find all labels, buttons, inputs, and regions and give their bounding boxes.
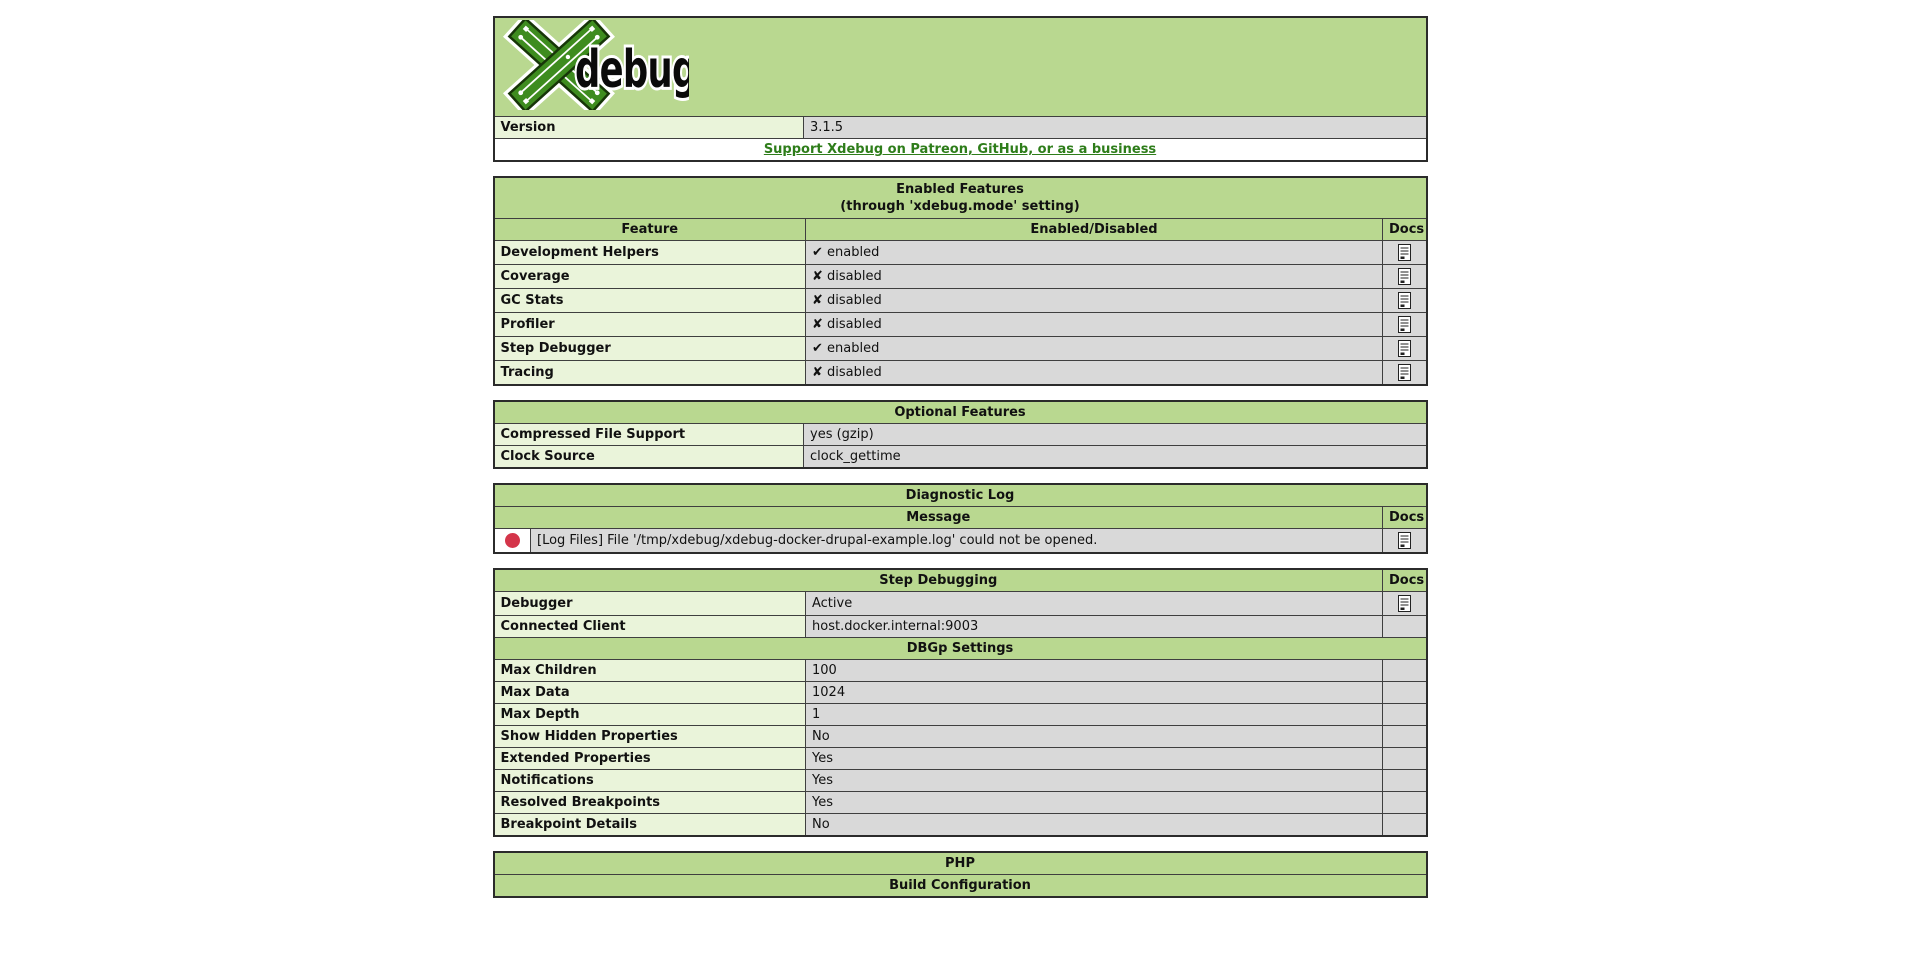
- setting-label: Debugger: [494, 592, 806, 616]
- table-row: [494, 616, 1427, 638]
- feature-label: Coverage: [494, 265, 806, 289]
- feature-status: enabled: [827, 245, 880, 260]
- setting-label: Max Data: [494, 682, 806, 704]
- feature-label: Tracing: [494, 361, 806, 386]
- support-link[interactable]: Support Xdebug on Patreon, GitHub, or as a business: [763, 142, 1157, 157]
- setting-value: Yes: [806, 792, 1383, 814]
- option-label: Clock Source: [494, 446, 804, 469]
- setting-label: Max Depth: [494, 704, 806, 726]
- feature-status: disabled: [827, 293, 882, 308]
- build-configuration-title: Build Configuration: [494, 875, 1427, 898]
- feature-status: enabled: [827, 341, 880, 356]
- docs-link[interactable]: [1398, 341, 1411, 356]
- docs-link[interactable]: [1398, 293, 1411, 308]
- table-row: [494, 748, 1427, 770]
- docs-empty-cell: [1383, 704, 1427, 726]
- setting-label: Connected Client: [494, 616, 806, 638]
- docs-empty-cell: [1383, 792, 1427, 814]
- docs-link[interactable]: [1398, 365, 1411, 380]
- docs-icon: [1398, 244, 1411, 261]
- docs-link[interactable]: [1398, 317, 1411, 332]
- php-section-title: PHP: [494, 852, 1427, 875]
- table-row: [494, 361, 1427, 386]
- docs-icon: [1398, 268, 1411, 285]
- page-content: [493, 0, 1426, 898]
- docs-link[interactable]: [1398, 269, 1411, 284]
- optional-features-title: Optional Features: [494, 401, 1427, 424]
- table-row: [494, 337, 1427, 361]
- log-severity-cell: [494, 529, 531, 554]
- cross-icon: ✘: [812, 317, 823, 332]
- docs-empty-cell: [1383, 616, 1427, 638]
- table-row: [494, 726, 1427, 748]
- docs-empty-cell: [1383, 770, 1427, 792]
- cross-icon: ✘: [812, 293, 823, 308]
- setting-label: Extended Properties: [494, 748, 806, 770]
- feature-status: disabled: [827, 365, 882, 380]
- feature-status: disabled: [827, 317, 882, 332]
- option-value: yes (gzip): [804, 424, 1427, 446]
- table-row: [494, 424, 1427, 446]
- setting-value: Active: [806, 592, 1383, 616]
- docs-icon: [1398, 316, 1411, 333]
- cross-icon: ✘: [812, 269, 823, 284]
- docs-icon: [1398, 292, 1411, 309]
- setting-value: host.docker.internal:9003: [806, 616, 1383, 638]
- support-row: [494, 139, 1427, 162]
- setting-value: Yes: [806, 748, 1383, 770]
- table-row: [494, 241, 1427, 265]
- feature-label: Development Helpers: [494, 241, 806, 265]
- table-row: [494, 660, 1427, 682]
- feature-status: disabled: [827, 269, 882, 284]
- docs-icon: [1398, 595, 1411, 612]
- check-icon: ✔: [812, 341, 823, 356]
- check-icon: ✔: [812, 245, 823, 260]
- feature-label: GC Stats: [494, 289, 806, 313]
- dbgp-settings-subheader: DBGp Settings: [494, 638, 1427, 660]
- table-row: [494, 814, 1427, 837]
- col-header-docs: Docs: [1383, 569, 1427, 592]
- docs-link[interactable]: [1398, 245, 1411, 260]
- docs-empty-cell: [1383, 814, 1427, 837]
- col-header-message: Message: [494, 507, 1383, 529]
- col-header-docs: Docs: [1383, 507, 1427, 529]
- cross-icon: ✘: [812, 365, 823, 380]
- optional-features-table: [493, 400, 1428, 469]
- docs-empty-cell: [1383, 682, 1427, 704]
- setting-value: No: [806, 726, 1383, 748]
- setting-value: 100: [806, 660, 1383, 682]
- option-label: Compressed File Support: [494, 424, 804, 446]
- diagnostic-log-title: Diagnostic Log: [494, 484, 1427, 507]
- docs-empty-cell: [1383, 726, 1427, 748]
- table-row: [494, 682, 1427, 704]
- version-row: [494, 117, 1427, 139]
- php-section-table: [493, 851, 1428, 898]
- setting-value: 1024: [806, 682, 1383, 704]
- setting-value: 1: [806, 704, 1383, 726]
- setting-value: Yes: [806, 770, 1383, 792]
- table-row: [494, 792, 1427, 814]
- option-value: clock_gettime: [804, 446, 1427, 469]
- feature-label: Profiler: [494, 313, 806, 337]
- table-row: [494, 289, 1427, 313]
- table-row: [494, 313, 1427, 337]
- logo-banner: [494, 17, 1427, 117]
- header-table: [493, 16, 1428, 162]
- step-debugging-title: Step Debugging: [494, 569, 1383, 592]
- setting-label: Notifications: [494, 770, 806, 792]
- docs-empty-cell: [1383, 748, 1427, 770]
- step-debugging-table: [493, 568, 1428, 837]
- table-row: [494, 770, 1427, 792]
- table-row: [494, 704, 1427, 726]
- enabled-features-title: [494, 177, 1427, 219]
- docs-icon: [1398, 532, 1411, 549]
- docs-icon: [1398, 340, 1411, 357]
- xdebug-logo-icon: [499, 20, 689, 110]
- enabled-features-table: [493, 176, 1428, 386]
- setting-value: No: [806, 814, 1383, 837]
- log-message: [Log Files] File '/tmp/xdebug/xdebug-docker-drupal-example.log' could not be opened.: [531, 529, 1383, 554]
- docs-link[interactable]: [1398, 596, 1411, 611]
- feature-label: Step Debugger: [494, 337, 806, 361]
- setting-label: Resolved Breakpoints: [494, 792, 806, 814]
- setting-label: Max Children: [494, 660, 806, 682]
- logo-word-text: debug: [574, 40, 689, 100]
- docs-icon: [1398, 364, 1411, 381]
- table-row: [494, 446, 1427, 469]
- version-label: Version: [494, 117, 804, 139]
- enabled-features-title-line2: (through 'xdebug.mode' setting): [840, 199, 1080, 214]
- setting-label: Breakpoint Details: [494, 814, 806, 837]
- table-row: [494, 592, 1427, 616]
- col-header-feature: Feature: [494, 219, 806, 241]
- col-header-status: Enabled/Disabled: [806, 219, 1383, 241]
- version-value: 3.1.5: [804, 117, 1427, 139]
- setting-label: Show Hidden Properties: [494, 726, 806, 748]
- error-dot-icon: [505, 533, 520, 548]
- col-header-docs: Docs: [1383, 219, 1427, 241]
- docs-empty-cell: [1383, 660, 1427, 682]
- table-row: [494, 265, 1427, 289]
- docs-link[interactable]: [1398, 533, 1411, 548]
- enabled-features-title-line1: Enabled Features: [896, 182, 1024, 197]
- diagnostic-log-table: [493, 483, 1428, 554]
- table-row: [494, 529, 1427, 554]
